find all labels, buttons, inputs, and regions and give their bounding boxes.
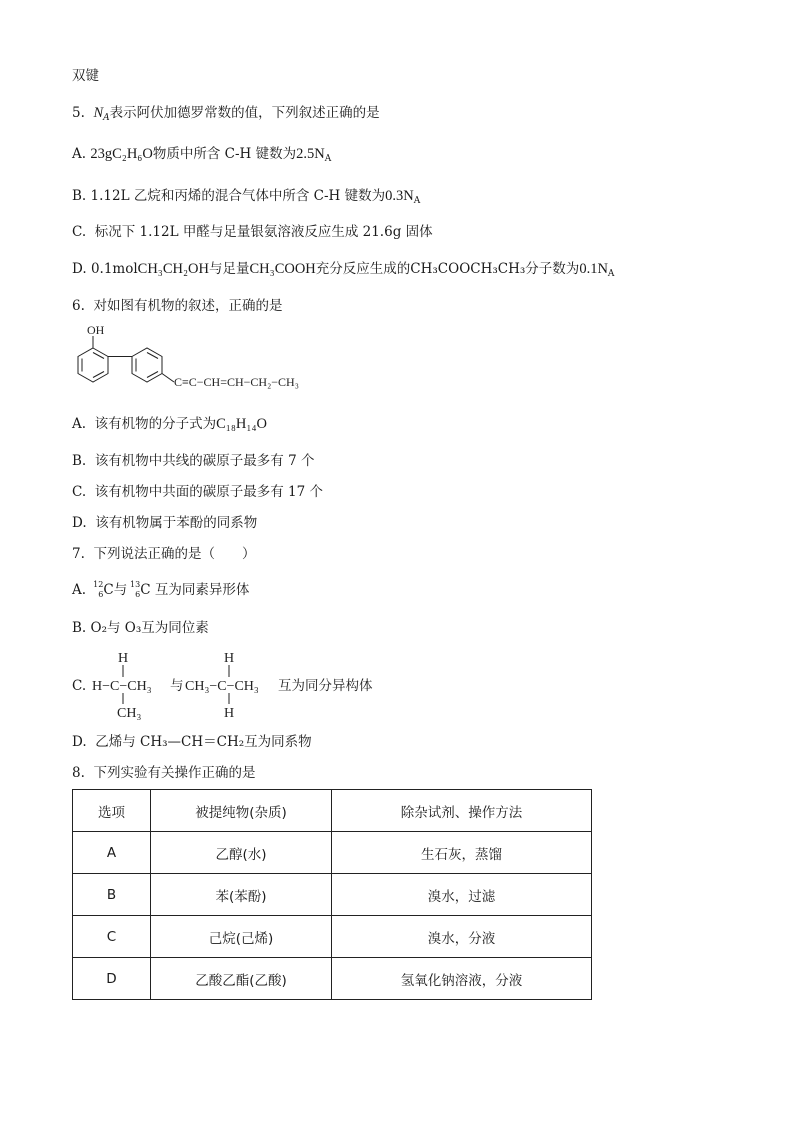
option-label: B.: [72, 188, 87, 204]
option-text-tail: 互为同素异形体: [154, 582, 250, 598]
option-mass: 23g: [90, 146, 113, 162]
question-text: 对如图有机物的叙述，正确的是: [93, 298, 283, 314]
option-label: D.: [72, 261, 87, 277]
options-table: [72, 789, 592, 1000]
isotope-notation-1: [94, 580, 103, 600]
struct1-top-h: H: [118, 651, 129, 666]
organic-structure-diagram: [60, 318, 360, 398]
table-cell-method: 生石灰，蒸馏: [332, 832, 592, 874]
struct2-top-h: H: [224, 651, 235, 666]
hydroxyl-label: OH: [87, 323, 105, 337]
table-row: [73, 916, 592, 958]
option-text: 乙烯与 CH₃—CH＝CH₂互为同系物: [95, 734, 312, 750]
option-text: 标况下 1.12L 甲醛与足量银氨溶液反应生成 21.6g 固体: [94, 224, 433, 240]
table-cell-substance: 苯(苯酚): [151, 874, 332, 916]
option-text: 物质中所含 C-H 键数为: [152, 146, 297, 162]
table-cell-method: 溴水，分液: [332, 916, 592, 958]
option-label: A.: [72, 582, 87, 598]
table-row: [73, 832, 592, 874]
question-number: 5.: [72, 105, 85, 121]
option-value: 0.1N: [579, 261, 608, 277]
question-text: 表示阿伏加德罗常数的值，下列叙述正确的是: [109, 105, 380, 121]
side-chain-label: C≡C−CH=CH−CH₂−CH₃: [174, 375, 299, 389]
mass-number: 13: [130, 580, 141, 589]
atomic-number: 6: [135, 590, 141, 599]
structural-formula-diagram: [90, 646, 390, 724]
option-label: C.: [72, 224, 87, 240]
option-formula-acetic-acid: CH₃COOH: [249, 261, 316, 277]
question-6-option-a[interactable]: [72, 414, 267, 434]
option-amount: 0.1mol: [90, 261, 138, 277]
table-cell-method: 氢氧化钠溶液，分液: [332, 958, 592, 1000]
table-cell-substance: 己烷(己烯): [151, 916, 332, 958]
option-label: B.: [72, 620, 87, 636]
option-value-subscript: A: [324, 154, 332, 164]
table-header-cell: 被提纯物(杂质): [151, 790, 332, 832]
question-5-option-d[interactable]: [72, 259, 614, 279]
option-text: 与: [113, 582, 128, 598]
option-text-2: 充分反应生成的CH₃COOCH₃CH₃分子数为: [315, 261, 580, 277]
option-value: 0.3N: [385, 188, 414, 204]
table-cell-substance: 乙酸乙酯(乙酸): [151, 958, 332, 1000]
option-value-subscript: A: [413, 196, 421, 206]
option-text: O₂与 O₃互为同位素: [90, 620, 209, 636]
continued-text: 双键: [72, 68, 99, 84]
table-cell-option: A: [73, 832, 151, 874]
option-label: B.: [72, 453, 87, 469]
table-cell-substance: 乙醇(水): [151, 832, 332, 874]
avogadro-subscript: A: [103, 113, 110, 123]
option-text: 与足量: [209, 261, 250, 277]
option-text: 1.12L 乙烷和丙烯的混合气体中所含 C-H 键数为: [90, 188, 386, 204]
element-symbol: C: [103, 582, 114, 598]
question-5-option-a[interactable]: [72, 144, 331, 164]
question-7-stem: [72, 544, 255, 564]
option-formula-ethanol: CH₃CH₂OH: [137, 261, 209, 277]
option-label: C.: [72, 484, 87, 500]
option-text: 该有机物中共线的碳原子最多有 7 个: [94, 453, 315, 469]
ring-chain-bond: [162, 374, 174, 383]
table-row: [73, 958, 592, 1000]
question-7-option-d[interactable]: [72, 732, 312, 752]
atomic-number: 6: [98, 590, 104, 599]
option-label: D.: [72, 734, 87, 750]
table-header-cell: 除杂试剂、操作方法: [332, 790, 592, 832]
question-6-option-c[interactable]: [72, 482, 323, 502]
question-text: 下列说法正确的是（ ）: [93, 546, 256, 562]
option-value: 2.5N: [296, 146, 325, 162]
table-cell-option: D: [73, 958, 151, 1000]
question-number: 8.: [72, 765, 85, 781]
option-formula: C₂H₆O: [112, 146, 153, 162]
option-text: 该有机物中共面的碳原子最多有 17 个: [94, 484, 323, 500]
connector-with: 与: [170, 678, 184, 694]
option-value-subscript: A: [607, 269, 615, 279]
question-7-option-a[interactable]: [72, 580, 249, 600]
question-6-option-b[interactable]: [72, 451, 314, 471]
element-symbol: C: [140, 582, 151, 598]
table-cell-option: C: [73, 916, 151, 958]
question-6-stem: [72, 296, 282, 316]
table-cell-method: 溴水，过滤: [332, 874, 592, 916]
table-header-cell: 选项: [73, 790, 151, 832]
option-formula: C₁₈H₁₄O: [216, 416, 267, 432]
question-8-stem: [72, 763, 255, 783]
question-5-option-b[interactable]: [72, 186, 420, 206]
struct2-bottom-h: H: [224, 706, 235, 721]
table-row: [73, 874, 592, 916]
option-c-tail: 互为同分异构体: [278, 678, 373, 694]
table-header-row: [73, 790, 592, 832]
struct2-main-chain: CH₃−C−CH₃: [185, 679, 259, 694]
table-cell-option: B: [73, 874, 151, 916]
question-number: 6.: [72, 298, 85, 314]
option-text: 该有机物的分子式为: [94, 416, 217, 432]
option-label: D.: [72, 515, 87, 531]
struct1-main-chain: H−C−CH₃: [92, 679, 152, 694]
question-6-option-d[interactable]: [72, 513, 257, 533]
option-label: A.: [72, 146, 87, 162]
question-5-option-c[interactable]: [72, 222, 433, 242]
question-7-option-c-label[interactable]: C.: [72, 678, 87, 694]
avogadro-symbol: N: [93, 105, 104, 121]
struct1-bottom-methyl: CH₃: [117, 706, 142, 721]
option-label: A.: [72, 416, 87, 432]
question-5-stem: [72, 103, 380, 123]
option-text: 该有机物属于苯酚的同系物: [95, 515, 258, 531]
mass-number: 12: [93, 580, 104, 589]
question-7-option-b[interactable]: [72, 618, 209, 638]
isotope-notation-2: [131, 580, 140, 600]
question-text: 下列实验有关操作正确的是: [93, 765, 256, 781]
question-number: 7.: [72, 546, 85, 562]
